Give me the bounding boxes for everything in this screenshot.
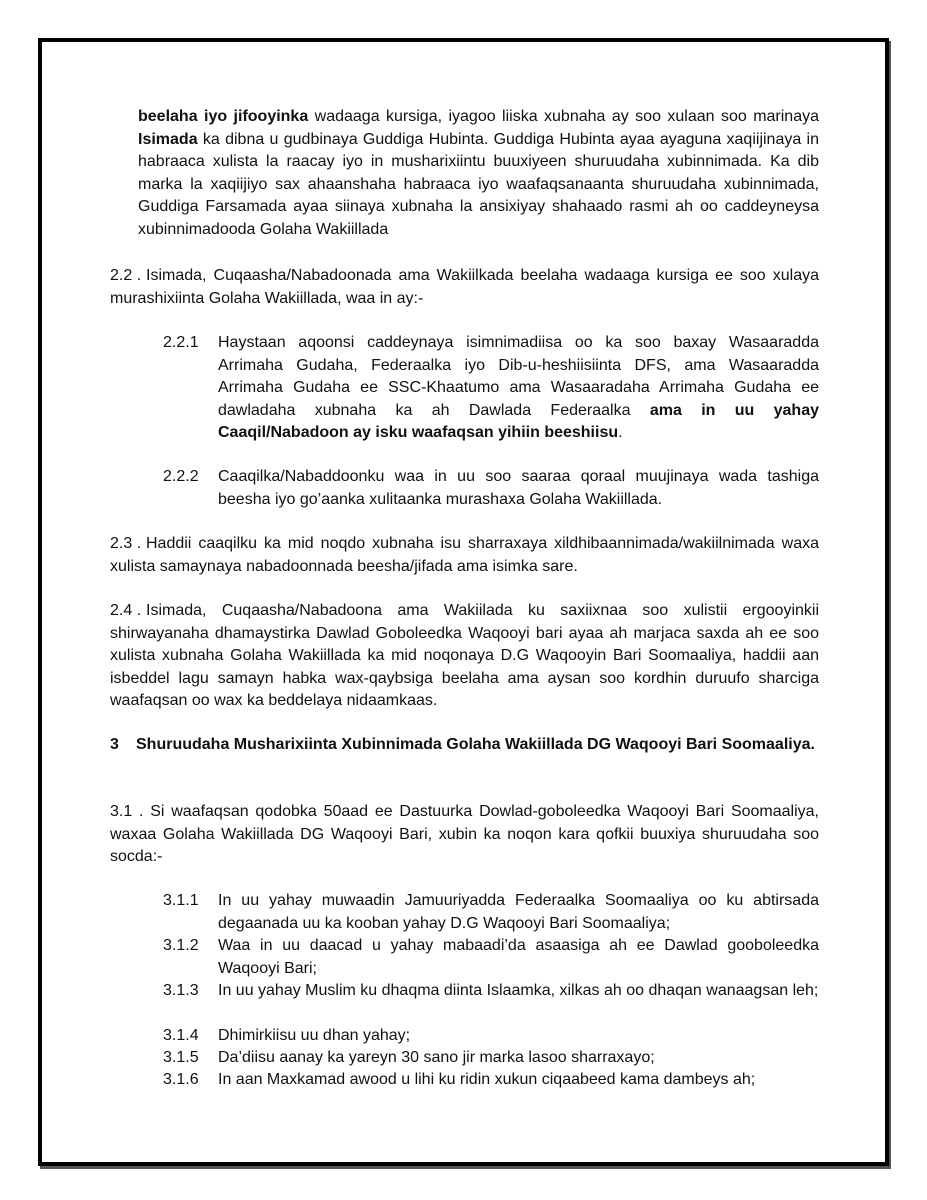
item-3-1-2-text: Waa in uu daacad u yahay mabaadi’da asaasiga ah ee Dawlad gooboleedka Waqooyi Bari;	[218, 937, 819, 977]
intro-text-1: wadaaga kursiga, iyagoo liiska xubnaha ay soo xulaan soo marinaya	[308, 108, 819, 125]
intro-text-2: ka dibna u gudbinaya Guddiga Hubinta. Guddiga Hubinta ayaa ayaguna xaqiijinaya in habraaca xulista la raacay iyo in musharixiintu buuxiyeen shuruudaha xubinnimada. Ka dib marka la xaqiijiyo sax ahaanshaha habraaca iyo waafaqsanaanta shuruudaha xubinnimada, Guddiga Farsamada ayaa siinaya xubnaha la ansixiyay shahaado rasmi ah oo caddeyneysa xubinnimadooda Golaha Wakiillada	[138, 130, 819, 238]
section-2-2-1-end: .	[618, 424, 623, 442]
section-2-2-1-text	[218, 332, 819, 445]
item-3-1-1-number: 3.1.1	[163, 892, 199, 909]
section-2-2-2-text: Caaqilka/Nabaddoonku waa in uu soo saaraa qoraal muujinaya wada tashiga beesha iyo go’aanka xulitaanka murashaxa Golaha Wakiillada.	[218, 468, 819, 508]
item-3-1-3-text: In uu yahay Muslim ku dhaqma diinta Islaamka, xilkas ah oo dhaqan wanaagsan leh;	[218, 982, 819, 999]
section-2-2-text: Isimada, Cuqaasha/Nabadoonada ama Wakiilkada beelaha wadaaga kursiga ee soo xulaya murashixiinta Golaha Wakiillada, waa in ay:-	[110, 267, 819, 307]
item-3-1-4-number: 3.1.4	[163, 1027, 199, 1044]
section-2-4-number: 2.4 .	[110, 602, 142, 619]
intro-paragraph	[138, 106, 819, 242]
section-3-number: 3	[110, 736, 119, 753]
item-3-1-6-number: 3.1.6	[163, 1071, 199, 1088]
section-2-3-number: 2.3 .	[110, 535, 142, 552]
item-3-1-2-number: 3.1.2	[163, 937, 199, 954]
section-2-4-text: Isimada, Cuqaasha/Nabadoona ama Wakiilada ku saxiixnaa soo xulistii ergooyinkii shirwayanaha dhamaystirka Dawlad Goboleedka Waqooyi bari ayaa ah marjaca saxda ah ee soo xulista xubnaha Golaha Wakiillada ka mid noqonaya D.G Waqooyin Bari Soomaaliya, haddii aan isbeddel lagu samayn habka wax-qaybsiga beelaha ama aysan soo kordhin duruufo sharciga waafaqsan oo wax ka beddelaya nidaamkaas.	[110, 602, 819, 710]
item-3-1-4-text: Dhimirkiisu uu dhan yahay;	[218, 1027, 411, 1044]
intro-bold-isimada: Isimada	[138, 130, 198, 148]
section-2-2-1-number: 2.2.1	[163, 334, 199, 351]
item-3-1-5-number: 3.1.5	[163, 1049, 199, 1066]
section-3-heading: Shuruudaha Musharixiinta Xubinnimada Golaha Wakiillada DG Waqooyi Bari Soomaaliya.	[136, 736, 815, 753]
intro-bold-beelaha: beelaha iyo jifooyinka	[138, 108, 309, 125]
section-2-2-1-bold: ama in uu yahay Caaqil/Nabadoon ay isku waafaqsan yihiin beeshiisu	[218, 401, 819, 442]
section-2-3-text: Haddii caaqilku ka mid noqdo xubnaha isu sharraxaya xildhibaannimada/wakiilnimada waxa xulista samaynaya nabadoonnada beesha/jifada ama isimka sare.	[110, 535, 819, 575]
item-3-1-3-number: 3.1.3	[163, 982, 199, 999]
section-2-2-2-number: 2.2.2	[163, 468, 199, 485]
item-3-1-5-text: Da’diisu aanay ka yareyn 30 sano jir marka lasoo sharraxayo;	[218, 1049, 655, 1066]
item-3-1-1-text: In uu yahay muwaadin Jamuuriyadda Federaalka Soomaaliya oo ku abtirsada degaanada uu ka kooban yahay D.G Waqooyi Bari Soomaaliya;	[218, 892, 819, 932]
section-2-2-1-body: Haystaan aqoonsi caddeynaya isimnimadiisa oo ka soo baxay Wasaaradda Arrimaha Gudaha, Federaalka iyo Dib-u-heshiisiinta DFS, ama Wasaaradda Arrimaha Gudaha ee SSC-Khaatumo ama Wasaaradaha Arrimaha Gudaha ee dawladaha xubnaha ka ah Dawlada Federaalka	[218, 334, 819, 419]
section-2-2-number: 2.2 .	[110, 267, 142, 284]
item-3-1-6-text: In aan Maxkamad awood u lihi ku ridin xukun ciqaabeed kama dambeys ah;	[218, 1071, 756, 1088]
section-3-1-text: 3.1 . Si waafaqsan qodobka 50aad ee Dastuurka Dowlad-goboleedka Waqooyi Bari Soomaaliya, waxaa Golaha Wakiillada DG Waqooyi Bari, xubin ka noqon kara qofkii buuxiya shuruudaha soo socda:-	[110, 803, 819, 866]
